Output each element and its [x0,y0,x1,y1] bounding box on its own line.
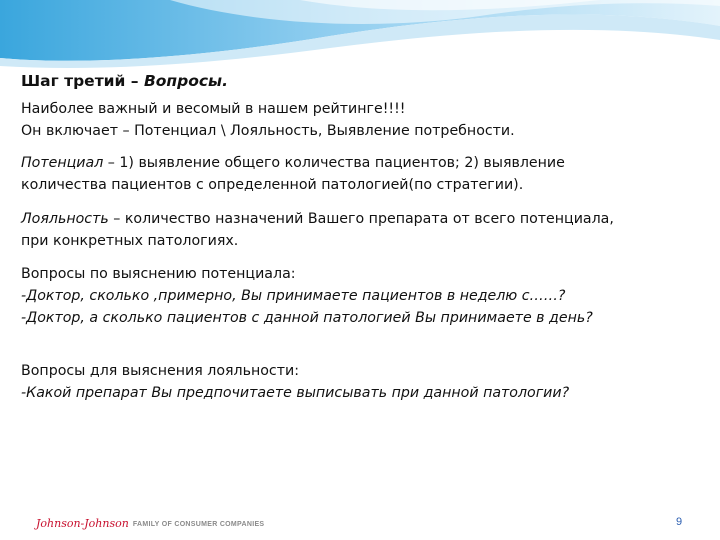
loyalty-definition [21,208,614,252]
potential-question-item: -Доктор, а сколько пациентов с данной патологией Вы принимаете в день? [21,310,593,326]
potential-line-1 [21,152,565,174]
loyalty-question-item: -Какой препарат Вы предпочитаете выписывать при данной патологии? [21,385,570,401]
potential-line-2: количества пациентов с определенной патологией(по стратегии). [21,177,524,193]
intro-line: Наиболее важный и весомый в нашем рейтинге!!!! [21,101,406,117]
loyalty-line-1-rest: – количество назначений Вашего препарата от всего потенциала, [108,211,614,227]
loyalty-line-1 [21,208,614,230]
company-logo [36,512,264,531]
potential-questions-heading: Вопросы по выяснению потенциала: [21,266,296,282]
loyalty-line-2: при конкретных патологиях. [21,233,239,249]
potential-term: Потенциал [21,155,104,171]
slide-title [21,72,228,90]
title-italic: Вопросы. [143,72,228,90]
loyalty-term: Лояльность [21,211,109,227]
intro-paragraph [21,98,515,142]
potential-line-1-rest: – 1) выявление общего количества пациентов; 2) выявление [103,155,565,171]
intro-line: Он включает – Потенциал \ Лояльность, Выявление потребности. [21,123,515,139]
brand-name: Johnson-Johnson [36,517,129,530]
loyalty-questions [21,360,569,404]
potential-definition [21,152,565,196]
brand-tagline: FAMILY OF CONSUMER COMPANIES [132,521,265,528]
page-number: 9 [676,516,683,528]
potential-question-item: -Доктор, сколько ,примерно, Вы принимаете пациентов в неделю с……? [21,288,566,304]
potential-questions [21,263,593,329]
loyalty-questions-heading: Вопросы для выяснения лояльности: [21,363,299,379]
title-main: Шаг третий – [21,72,144,90]
